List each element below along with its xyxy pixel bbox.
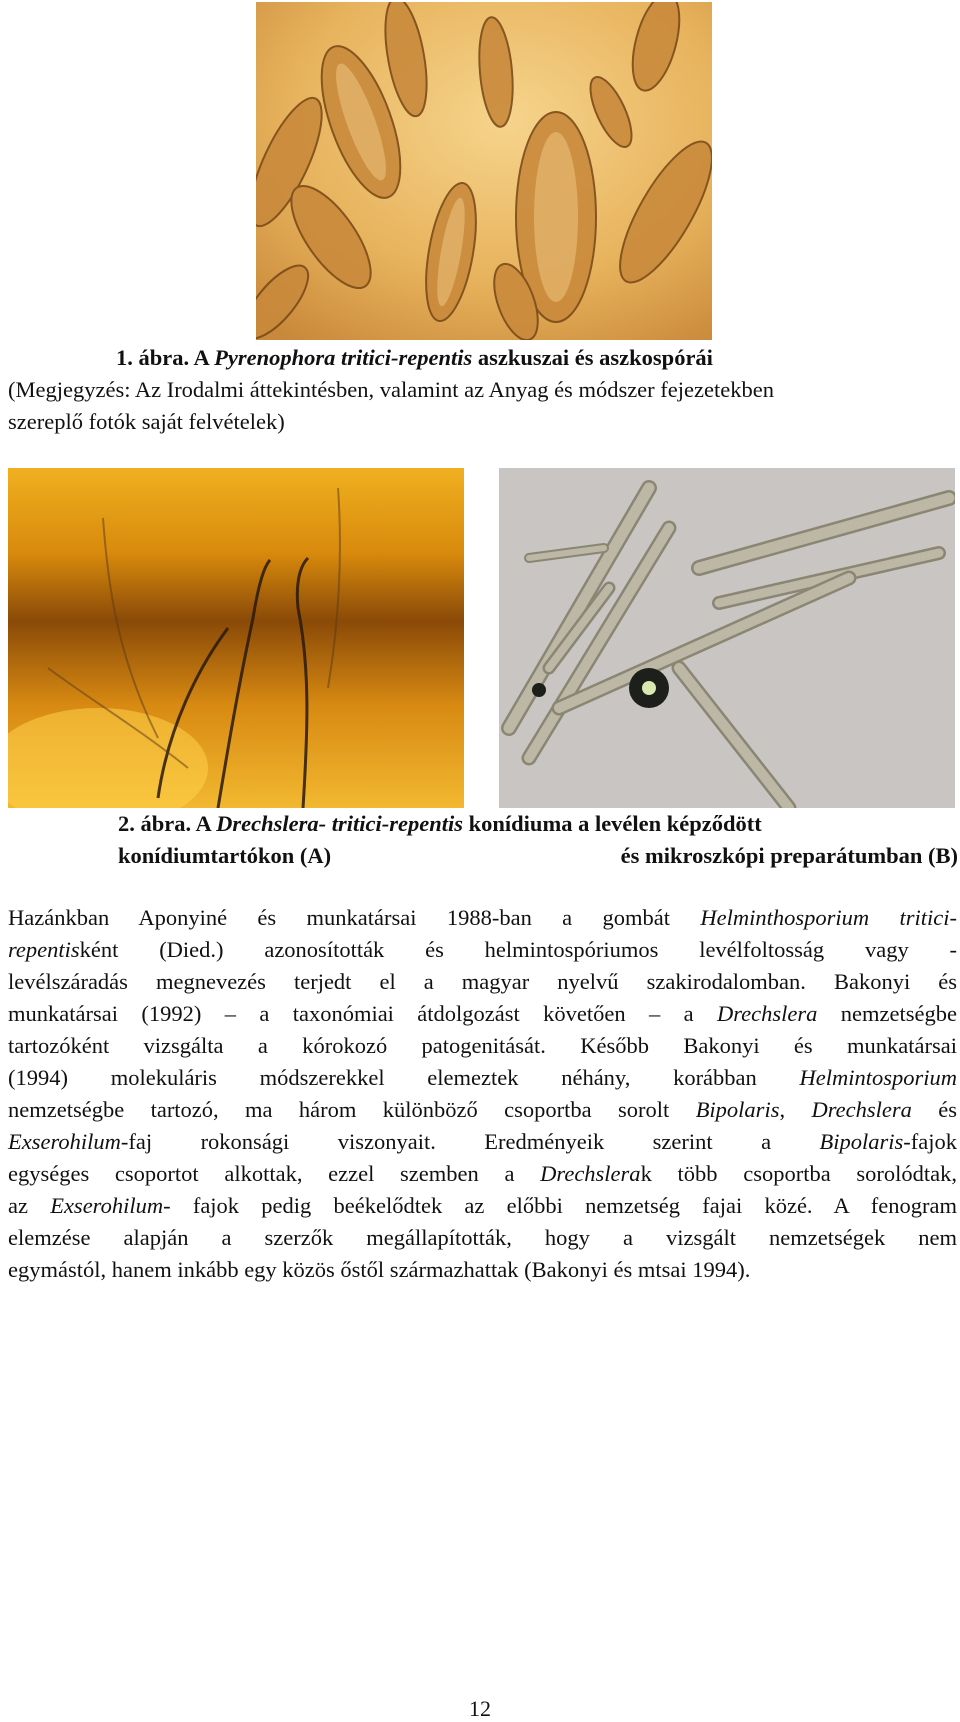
text-run: (1994) molekuláris módszerekkel elemeztek néhány, korábban: [8, 1065, 800, 1090]
italic-run: Bipolaris: [695, 1097, 780, 1122]
figure-2a-photo: [8, 468, 464, 808]
text-run: -fajok: [903, 1129, 957, 1154]
body-line: egymástól, hanem inkább egy közös őstől származhattak (Bakonyi és mtsai 1994).: [8, 1257, 751, 1282]
figure-1-note-line-1: (Megjegyzés: Az Irodalmi áttekintésben, valamint az Anyag és módszer fejezetekben: [8, 377, 774, 402]
body-line: tartozóként vizsgálta a kórokozó patogenitását. Később Bakonyi és munkatársai: [8, 1033, 957, 1058]
italic-run: Drechslera: [811, 1097, 912, 1122]
text-run: egységes csoportot alkottak, ezzel szemben a: [8, 1161, 541, 1186]
figure-2b-photo: [499, 468, 955, 808]
italic-run: repentis: [8, 937, 80, 962]
figure-1-number: 1. ábra.: [116, 345, 190, 370]
text-run: Hazánkban Aponyiné és munkatársai 1988-ban a gombát: [8, 905, 701, 930]
body-line: [8, 1126, 957, 1158]
body-paragraph: [8, 902, 957, 1286]
figure-2-caption-left: konídiumtartókon (A): [118, 843, 332, 868]
italic-run: Exserohilum: [8, 1129, 121, 1154]
body-line: [8, 934, 957, 966]
text-run: és: [911, 1097, 958, 1122]
italic-run: Exserohilum: [50, 1193, 164, 1218]
figure-2-species: Drechslera- tritici-repentis: [216, 811, 464, 836]
text-run: nemzetségbe: [817, 1001, 957, 1026]
figure-2-caption-a: A: [195, 811, 211, 836]
figure-1-caption: [8, 342, 952, 438]
text-run: az: [8, 1193, 51, 1218]
figure-1-note-line-2: szereplő fotók saját felvételek): [8, 409, 285, 434]
text-run: -faj rokonsági viszonyait. Eredményeik szerint a: [120, 1129, 820, 1154]
figure-1-caption-rest: aszkuszai és aszkospórái: [477, 345, 713, 370]
text-run: - fajok pedig beékelődtek az előbbi nemzetség fajai közé. A fenogram: [163, 1193, 957, 1218]
italic-run: Drechslera: [540, 1161, 641, 1186]
figure-2-number: 2. ábra.: [118, 811, 192, 836]
text-run: ként (Died.) azonosították és helmintospóriumos levélfoltosság vagy -: [79, 937, 957, 962]
figure-1-species: Pyrenophora tritici-repentis: [214, 345, 473, 370]
body-line: [8, 1158, 957, 1190]
italic-run: Helmintosporium: [799, 1065, 957, 1090]
body-line: levélszáradás megnevezés terjedt el a magyar nyelvű szakirodalomban. Bakonyi és: [8, 969, 957, 994]
figure-1-caption-a: A: [193, 345, 209, 370]
body-line: [8, 902, 957, 934]
text-run: ,: [779, 1097, 812, 1122]
body-line: [8, 1190, 957, 1222]
body-line: [8, 998, 957, 1030]
text-run: k több csoportba sorolódtak,: [640, 1161, 957, 1186]
figure-2-caption-right: és mikroszkópi preparátumban (B): [620, 843, 958, 868]
body-line: [8, 1062, 957, 1094]
text-run: munkatársai (1992) – a taxonómiai átdolgozást követően – a: [8, 1001, 718, 1026]
text-run: nemzetségbe tartozó, ma három különböző csoportba sorolt: [8, 1097, 696, 1122]
figure-2-caption: [118, 808, 958, 872]
italic-run: Bipolaris: [819, 1129, 904, 1154]
body-line: elemzése alapján a szerzők megállapították, hogy a vizsgált nemzetségek nem: [8, 1225, 957, 1250]
figure-1-photo: [256, 2, 712, 340]
italic-run: Drechslera: [717, 1001, 818, 1026]
italic-run: Helminthosporium tritici-: [700, 905, 957, 930]
page-number: 12: [469, 1696, 491, 1721]
body-line: [8, 1094, 957, 1126]
figure-2-caption-rest: konídiuma a levélen képződött: [468, 811, 762, 836]
